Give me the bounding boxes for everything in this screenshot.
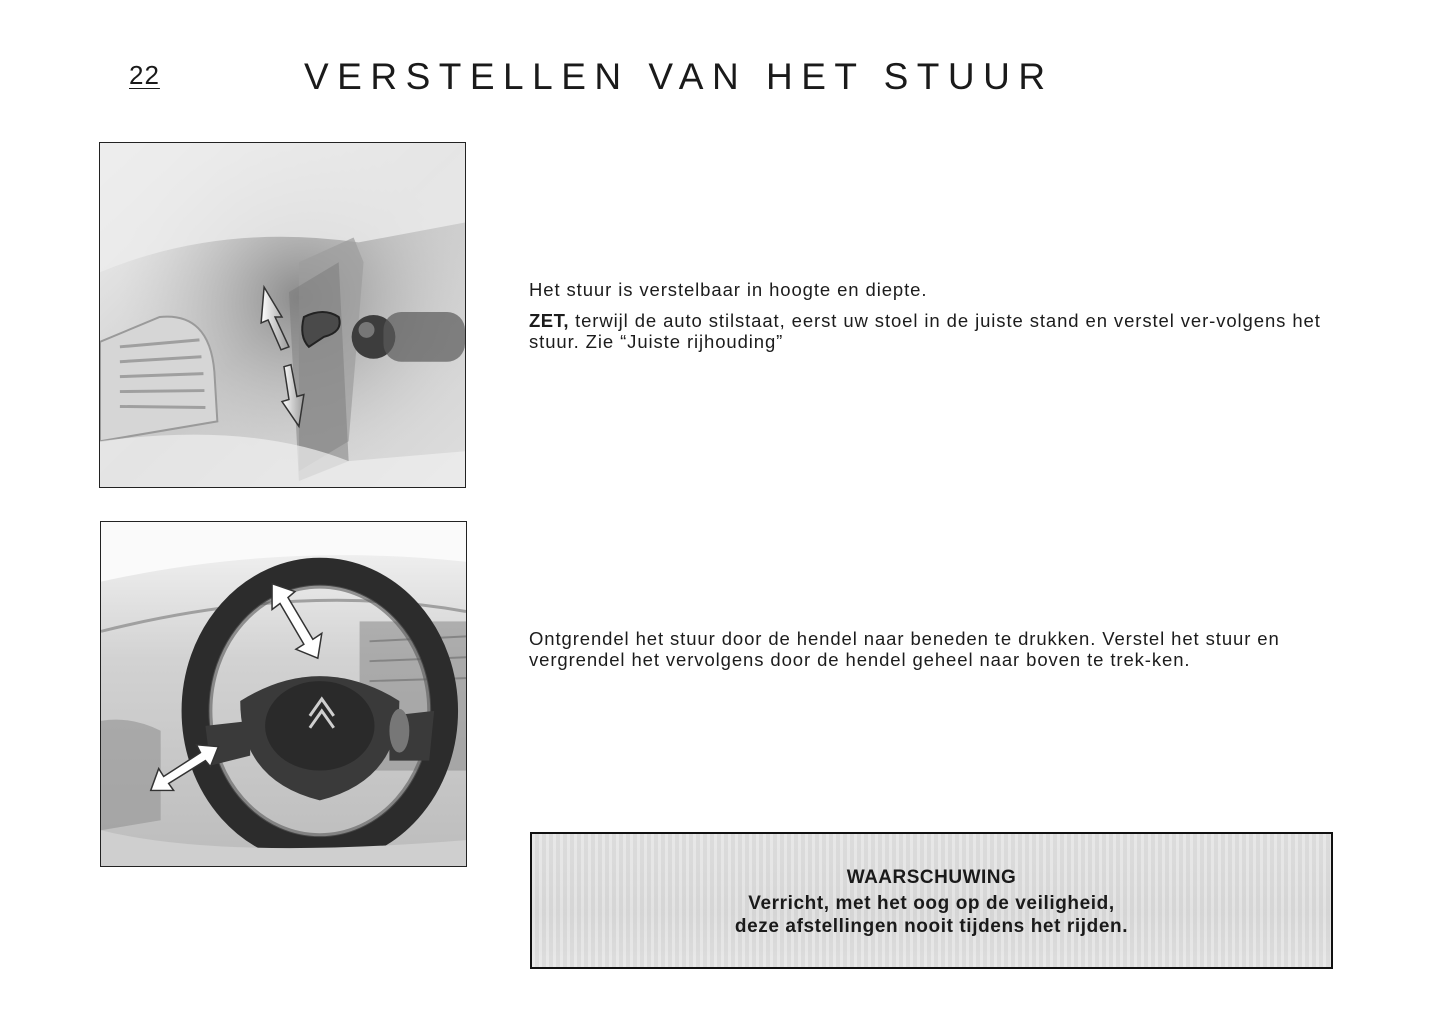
warning-text: [532, 892, 1331, 938]
warning-title: WAARSCHUWING: [846, 867, 1017, 888]
instruction-text: [529, 310, 1339, 352]
steering-wheel-photo: [100, 521, 467, 867]
emphasis-text: ZET,: [529, 310, 570, 331]
warning-line-2: deze afstellingen nooit tijdens het rijden.: [734, 916, 1129, 937]
intro-text: Het stuur is verstelbaar in hoogte en diepte.: [529, 279, 928, 300]
instruction-body: terwijl de auto stilstaat, eerst uw stoel in de juiste stand en verstel ver-volgens het stuur. Zie “Juiste rijhouding”: [529, 310, 1321, 352]
page-title: VERSTELLEN VAN HET STUUR: [304, 56, 1054, 97]
warning-box: [530, 832, 1333, 969]
page-number: 22: [129, 60, 160, 90]
steering-column-lever-photo: [99, 142, 466, 488]
warning-line-1: Verricht, met het oog op de veiligheid,: [748, 893, 1115, 914]
unlock-instruction-text: Ontgrendel het stuur door de hendel naar beneden te drukken. Verstel het stuur en vergrendel het vervolgens door de hendel geheel naar boven te trek-ken.: [529, 628, 1280, 670]
